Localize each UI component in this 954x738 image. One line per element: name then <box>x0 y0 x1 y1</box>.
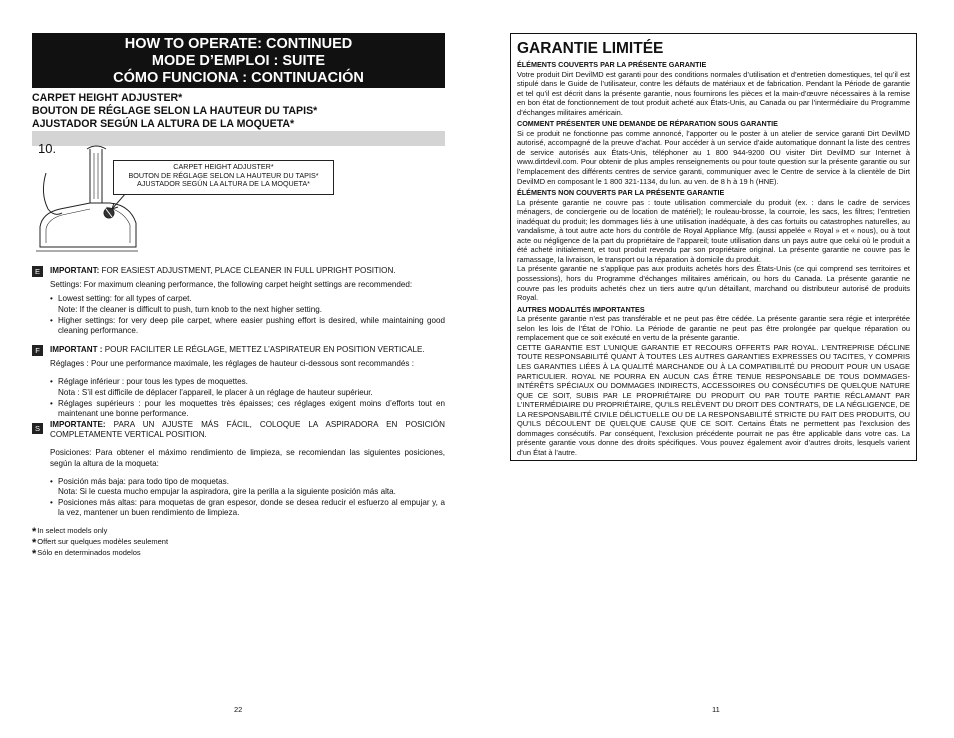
footnote-english: *In select models only <box>32 526 108 538</box>
page-number: 11 <box>712 705 720 714</box>
settings-text: Settings: For maximum cleaning performance, the following carpet height settings are recommended: <box>50 280 413 290</box>
list-item: • Lowest setting: for all types of carpet. Note: If the cleaner is difficult to push, turn knob to the next higher setting. <box>50 294 445 314</box>
callout-spanish: AJUSTADOR SEGÚN LA ALTURA DE LA MOQUETA* <box>137 179 310 188</box>
english-section <box>32 266 445 337</box>
important-note: IMPORTANTE: PARA UN AJUSTE MÁS FÁCIL, COLOQUE LA ASPIRADORA EN POSICIÓN COMPLETAMENTE VERTICAL POSITION. <box>50 420 445 440</box>
language-badge-f: F <box>32 345 43 356</box>
important-note: IMPORTANT : POUR FACILITER LE RÉGLAGE, METTEZ L’ASPIRATEUR EN POSITION VERTICALE. <box>50 345 425 354</box>
right-page <box>477 0 954 738</box>
settings-list <box>50 377 445 419</box>
footnote-spanish: *Sólo en determinados modelos <box>32 548 141 560</box>
figure-callout <box>113 160 334 195</box>
figure-number: 10. <box>38 141 57 156</box>
warranty-section-heading: ÉLÉMENTS COUVERTS PAR LA PRÉSENTE GARANTIE <box>517 60 707 69</box>
section-heading-french: BOUTON DE RÉGLAGE SELON LA HAUTEUR DU TAPIS* <box>32 105 318 117</box>
spanish-section <box>32 420 445 520</box>
language-badge-e: E <box>32 266 43 277</box>
list-item: • Higher settings: for very deep pile carpet, where easier pushing effort is desired, while maintaining good cleaning performance. <box>50 316 445 336</box>
settings-text: Réglages : Pour une performance maximale, les réglages de hauteur ci-dessous sont recommandés : <box>50 359 414 369</box>
warranty-paragraph: Si ce produit ne fonctionne pas comme annoncé, l’apporter ou le poster à un atelier de service garanti Dirt DevilMD autorisé, accompagné de la preuve d’achat. Pour accéder à un service d’aide automatique donnant la liste des centres de service autorisés aux États-Unis, téléphoner au 1 800 944-9200 OU visiter Dirt DevilMD sur Internet à www.dirtdevil.com. Pour obtenir de plus amples renseignements ou pour toute question sur la présente garantie ou sur l’emplacement des différents centres de service garanti, communiquer avec le Centre de service à la clientèle de Dirt DevilMD en composant le 1 800 321-1134, du lun. au ven. de 8 h à 19 h (HNE). <box>517 128 910 186</box>
list-item-note: Note: If the cleaner is difficult to push, turn knob to the next higher setting. <box>58 304 322 314</box>
callout-french: BOUTON DE RÉGLAGE SELON LA HAUTEUR DU TAPIS* <box>128 170 319 180</box>
settings-text: Posiciones: Para obtener el máximo rendimiento de limpieza, se recomiendan las siguientes posiciones, según la altura de la moqueta: <box>50 448 445 468</box>
warranty-paragraph: La présente garantie n’est pas transférable et ne peut pas être cédée. La présente garantie sera régie et interprétée selon les lois de l’État de l’Ohio. La Période de garantie ne peut pas être prolongée par quelque réparation ou remplacement que ce soit exécuté en vertu de la présente garantie. <box>517 314 910 343</box>
settings-list <box>50 477 445 519</box>
page-title <box>32 33 445 88</box>
list-item: • Posición más baja: para todo tipo de moquetas. Nota: Si le cuesta mucho empujar la aspiradora, gire la perilla a la siguiente posición más alta. <box>50 477 445 497</box>
page-number: 22 <box>234 705 243 714</box>
title-line-french: MODE D’EMPLOI : SUITE <box>151 53 326 69</box>
section-heading-english: CARPET HEIGHT ADJUSTER* <box>32 92 183 104</box>
warranty-title: GARANTIE LIMITÉE <box>517 40 664 57</box>
title-line-english: HOW TO OPERATE: CONTINUED <box>124 36 353 52</box>
section-heading <box>32 92 445 131</box>
list-item-note: Nota : S’il est difficile de déplacer l’appareil, le placer à un réglage de hauteur supérieur. <box>58 387 373 397</box>
warranty-paragraph: La présente garantie ne couvre pas : toute utilisation commerciale du produit (ex. : dans le cadre de services ménagers, de conciergerie ou de location de matériel); le rouleau-brosse, la courroie, les sacs, les filtres; l’entretien inadéquat du produit; les dommages liés à une utilisation inadéquate, à des cas fortuits ou catastrophes naturelles, au vandalisme, à tout autre acte hors du contrôle de Royal Appliance Mfg. (aussi appelée « Royal » et « nous), ou à tout acte ou négligence de la part du propriétaire de l’appareil; toute utilisation dans un pays autre que celui où le produit a été acheté initialement, et tout produit revendu par son propriétaire original. La présente garantie ne couvre pas le ramassage, la livraison, le transport ou la réparation à domicile du produit. <box>517 197 910 264</box>
list-item: • Réglage inférieur : pour tous les types de moquettes. Nota : S’il est difficile de déplacer l’appareil, le placer à un réglage de hauteur supérieur. <box>50 377 445 397</box>
language-badge-s: S <box>32 423 43 434</box>
warranty-section-heading: AUTRES MODALITÉS IMPORTANTES <box>517 304 645 314</box>
footnotes <box>32 526 168 559</box>
settings-list <box>50 294 445 336</box>
warranty-paragraph: La présente garantie ne s’applique pas aux produits achetés hors des États-Unis (ce qui comprend ses territoires et possessions), hors du Programme d’échanges militaires américain, ou hors du Canada. La présente garantie ne couvre pas les produits achetés chez un tiers autre qu’un détaillant, marchand ou distributeur autorisé de produits Royal. <box>517 264 910 303</box>
title-line-spanish: CÓMO FUNCIONA : CONTINUACIÓN <box>113 70 364 86</box>
warranty-section-heading: COMMENT PRÉSENTER UNE DEMANDE DE RÉPARATION SOUS GARANTIE <box>517 119 778 129</box>
section-heading-spanish: AJUSTADOR SEGÚN LA ALTURA DE LA MOQUETA* <box>32 118 295 130</box>
list-item: • Posiciones más altas: para moquetas de gran espesor, donde se desea reducir el esfuerzo al empujar y, a la vez, mantener un buen rendimiento de limpieza. <box>50 498 445 518</box>
footnote-french: *Offert sur quelques modèles seulement <box>32 537 169 549</box>
warranty-paragraph: Votre produit Dirt DevilMD est garanti pour des conditions normales d’utilisation et d’entretien domestiques, tel qu’il est stipulé dans le Guide de l’utilisateur, contre les défauts de matériaux et de fabrication. Pendant la Période de garantie et tel qu’il est décrit dans la présente garantie, nous fournirons les pièces et la main-d’œuvre nécessaires à la remise en bon état de fonctionnement de tout produit acheté aux États-Unis, au Canada ou par l’intermédiaire du Programme d’échanges militaires américain. <box>517 69 910 117</box>
list-item: • Réglages supérieurs : pour les moquettes très épaisses; ces réglages exigent moins d’efforts tout en maintenant une bonne performance. <box>50 399 445 419</box>
warranty-section-heading: ÉLÉMENTS NON COUVERTS PAR LA PRÉSENTE GARANTIE <box>517 188 725 198</box>
french-section <box>32 345 445 420</box>
warranty-paragraph: CETTE GARANTIE EST L’UNIQUE GARANTIE ET RECOURS OFFERTS PAR ROYAL. L’ENTREPRISE DÉCLINE TOUTE RESPONSABILITÉ QUANT À TOUTES LES AUTRES GARANTIES EXPRESSES OU TACITES, Y COMPRIS LES GARANTIES LIÉES À LA QUALITÉ MARCHANDE OU À LA COMPATIBILITÉ DU PRODUIT POUR UN USAGE PARTICULIER. ROYAL NE POURRA EN AUCUN CAS ÊTRE TENUE RESPONSABLE DE TOUS DOMMAGES-INTÉRÊTS SPÉCIAUX OU DOMMAGES INDIRECTS, ACCESSOIRES OU CONSÉCUTIFS DE QUELQUE NATURE QUE CE SOIT, SUBIS PAR LE PROPRIÉTAIRE DU PRODUIT OU PAR TOUTE PARTIE RÉCLAMANT PAR L’INTERMÉDIAIRE DU PROPRIÉTAIRE, QU’ILS RELÈVENT DU DROIT DES CONTRATS, DE LA NÉGLIGENCE, DE LA RESPONSABILITÉ CIVILE DÉLICTUELLE OU DE LA RESPONSABILITÉ STRICTE DU FAIT DES PRODUITS, OU QU’ILS DÉCOULENT DE QUELQUE CAUSE QUE CE SOIT. Certains États ne permettent pas l’exclusion des dommages consécutifs. Par conséquent, l’exclusion précédente pourrait ne pas être applicable dans votre cas. La présente garantie vous donne des droits spécifiques. Vous pouvez également avoir d’autres droits, lesquels varient d’un État à l’autre. <box>517 342 910 457</box>
important-note: IMPORTANT: FOR EASIEST ADJUSTMENT, PLACE CLEANER IN FULL UPRIGHT POSITION. <box>50 266 396 275</box>
callout-english: CARPET HEIGHT ADJUSTER* <box>173 162 274 171</box>
warranty-box <box>510 33 917 461</box>
list-item-note: Nota: Si le cuesta mucho empujar la aspiradora, gire la perilla a la siguiente posición más alta. <box>58 487 396 497</box>
